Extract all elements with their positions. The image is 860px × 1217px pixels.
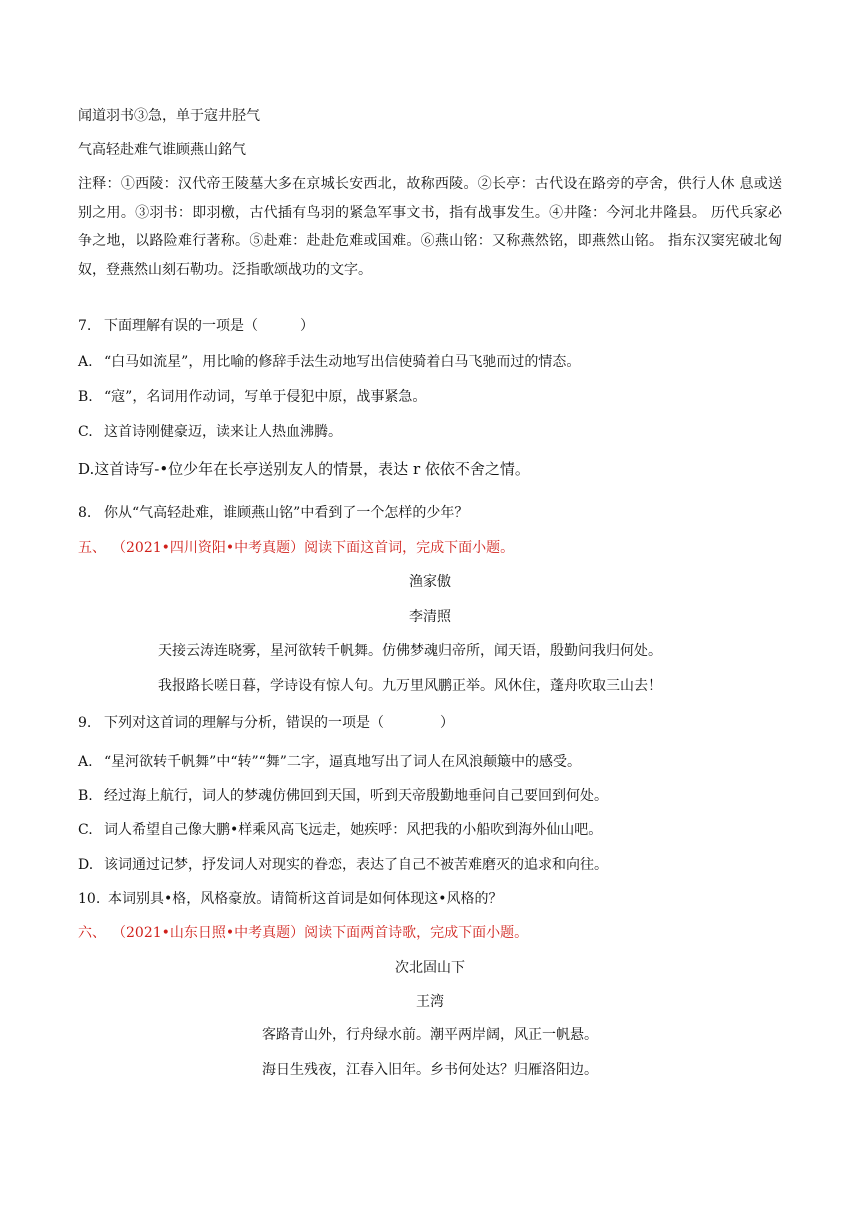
option-text: 经过海上航行，词人的梦魂仿佛回到天国，听到天帝殷勤地垂问自己要回到何处。: [104, 788, 608, 804]
option-c: [78, 820, 602, 840]
option-text: 这首诗刚健豪迈，读来让人热血沸腾。: [104, 424, 342, 440]
section-number: 六、: [78, 925, 106, 941]
option-d: [78, 855, 608, 875]
option-text: “星河欲转千帆舞”中“转”“舞”二字，逼真地写出了词人在风浪颠簸中的感受。: [104, 754, 581, 770]
section-text: （2021•山东日照•中考真题）阅读下面两首诗歌，完成下面小题。: [112, 925, 529, 941]
question-text: 你从“气高轻赴难，谁顾燕山铭”中看到了一个怎样的少年？: [104, 505, 469, 521]
poem-line: 天接云涛连晓雾，星河欲转千帆舞。仿佛梦魂归帝所，闻天语，殷勤问我归何处。: [158, 643, 662, 659]
question-8: [78, 503, 468, 523]
poem-line: 我报路长嗟日暮，学诗设有惊人句。九万里风鹏正举。风休住，蓬舟吹取三山去！: [158, 678, 662, 694]
section-number: 五、: [78, 540, 106, 556]
poem-title: 渔家傲: [409, 574, 451, 590]
option-a: [78, 752, 581, 772]
option-letter: C.: [78, 424, 93, 440]
question-number: 9.: [78, 715, 92, 731]
option-letter: C.: [78, 822, 93, 838]
poem-line: 客路青山外，行舟绿水前。潮平两岸阔，风正一帆悬。: [262, 1027, 598, 1043]
annotation-notes: 注释：①西陵：汉代帝王陵墓大多在京城长安西北，故称西陵。②长亭：古代设在路旁的亭舍，供行人休 息或送别之用。③羽书：即羽檄，古代插有鸟羽的紧急军事文书，指有战事发生。④井隆：今河北井隆县。 历代兵家必争之地，以路险难行著称。⑤赴难：赴赴危难或国难。⑥燕山铭：又称燕然铭，即燕然山铭。 指东汉窦宪破北匈奴，登燕然山刻石勒功。泛指歌颂战功的文字。: [78, 176, 782, 278]
option-letter: D.: [78, 857, 94, 873]
poem-line: 海日生残夜，江春入旧年。乡书何处达？归雁洛阳边。: [262, 1062, 598, 1078]
option-d: [78, 459, 530, 479]
question-text: 下列对这首词的理解与分析，错误的一项是（ ）: [104, 715, 454, 731]
poem-author: 李清照: [409, 609, 451, 625]
question-text: 本词别具•格，风格豪放。请简析这首词是如何体现这•风格的？: [108, 891, 503, 907]
option-text: 该词通过记梦，抒发词人对现实的眷恋，表达了自己不被苦难磨灭的追求和向往。: [104, 857, 608, 873]
section-5-heading: [78, 538, 514, 558]
question-9-stem: [78, 713, 454, 733]
option-text: 词人希望自己像大鹏•样乘风高飞远走，她疾呼：风把我的小船吹到海外仙山吧。: [104, 822, 603, 838]
option-b: [78, 387, 426, 407]
poem-line: 闻道羽书③急，单于寇井胫气: [78, 108, 260, 124]
question-7-stem: [78, 316, 314, 336]
poem-author: 王湾: [416, 994, 444, 1010]
option-c: [78, 422, 342, 442]
question-number: 8.: [78, 505, 92, 521]
section-text: （2021•四川资阳•中考真题）阅读下面这首词，完成下面小题。: [112, 540, 515, 556]
option-letter: D.: [78, 460, 95, 478]
option-text: 这首诗写-•位少年在长亭送别友人的情景，表达 r 依依不舍之情。: [94, 460, 530, 478]
question-10: [78, 889, 503, 909]
poem-title: 次北固山下: [395, 960, 465, 976]
option-letter: B.: [78, 389, 93, 405]
option-letter: A.: [78, 354, 93, 370]
question-number: 10.: [78, 891, 101, 907]
question-number: 7.: [78, 318, 92, 334]
poem-line: 气高轻赴难气谁顾燕山銘气: [78, 142, 246, 158]
question-text: 下面理解有误的一项是（ ）: [104, 318, 314, 334]
option-letter: B.: [78, 788, 93, 804]
option-b: [78, 786, 608, 806]
section-6-heading: [78, 923, 528, 943]
option-text: “寇”，名词用作动词，写单于侵犯中原，战事紧急。: [104, 389, 427, 405]
option-letter: A.: [78, 754, 93, 770]
option-text: “白马如流星”，用比喻的修辞手法生动地写出信使骑着白马飞驰而过的情态。: [104, 354, 581, 370]
option-a: [78, 352, 580, 372]
